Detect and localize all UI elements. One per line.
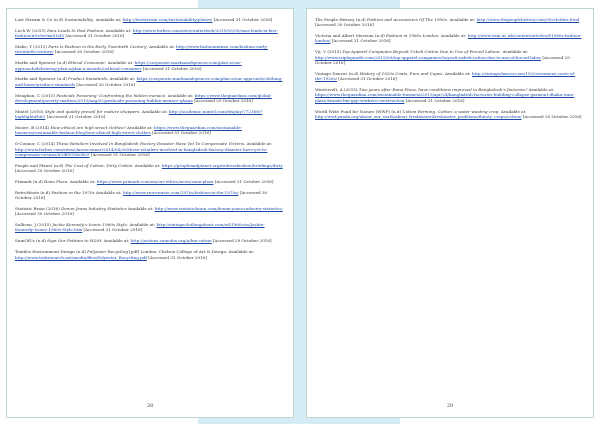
reference-title: Ethical Consumer bbox=[67, 60, 106, 66]
reference-author-year: SumOfUs (n.d) bbox=[15, 238, 48, 244]
reference-entry bbox=[15, 222, 283, 233]
reference-availability: . Available at: bbox=[146, 44, 177, 50]
reference-title: Fashion and Accessories Of The 1950s bbox=[366, 17, 447, 22]
reference-entry bbox=[15, 206, 283, 217]
reference-link[interactable]: http://vintageclothingabout.com/od/1960s/ss/Jackie-Kennedy-Iconic-1960s-Style.htm bbox=[15, 222, 265, 233]
reference-accessed-date: [Accessed 20 October 2016] bbox=[15, 167, 74, 173]
reference-link[interactable]: https://corporate.marksandspencer.com/plan-a/our-approach/delivering-plan-a/plan-a-awards2/ethical-consumer bbox=[15, 60, 242, 71]
reference-entry bbox=[315, 87, 583, 103]
reference-accessed-date: [Accessed 29 October 2016] bbox=[211, 238, 272, 244]
reference-accessed-date: [Accessed 31 October 2016] bbox=[330, 38, 391, 44]
reference-entry bbox=[15, 28, 283, 39]
reference-entry bbox=[15, 44, 283, 55]
reference-title: Product Standards bbox=[67, 76, 107, 82]
reference-availability: . Available at: bbox=[103, 27, 133, 33]
reference-entry bbox=[315, 71, 583, 82]
reference-link[interactable]: http://www.vam.ac.uk/content/articles/f/1960s-fashion-london/ bbox=[315, 33, 582, 44]
reference-accessed-date: [Accessed 29 October 2016] bbox=[315, 54, 570, 65]
reference-author-year: Primark (n.d) bbox=[15, 178, 45, 184]
left-page bbox=[6, 8, 294, 418]
reference-entry bbox=[15, 190, 283, 201]
reference-accessed-date: [Accessed 31 October 2016] bbox=[337, 76, 397, 82]
reference-availability: . Available at: bbox=[243, 141, 273, 147]
reference-entry bbox=[15, 249, 283, 260]
reference-availability: . Available at: bbox=[105, 60, 135, 66]
reference-title: Style and quality prevail for mature shoppers bbox=[44, 108, 140, 114]
reference-author-year: Westervelt, A (2015) bbox=[315, 87, 359, 93]
reference-accessed-date: [Accessed 20 October 2016] bbox=[192, 97, 253, 103]
reference-availability: . Available at: bbox=[132, 162, 162, 168]
reference-link[interactable]: https://peopleandplanet.org/redressfashion/briefings/dirty bbox=[161, 162, 283, 168]
reference-link[interactable]: http://www.tedresearch.net/media/files/Polyester_Recycling.pdf bbox=[15, 254, 147, 260]
reference-entry bbox=[315, 33, 583, 44]
reference-link[interactable]: http://www.fashionintime.com/fashion-early-twentieth-century/ bbox=[15, 44, 269, 55]
reference-author-year: People and Planet (n.d) bbox=[15, 162, 65, 168]
reference-accessed-date: [Accessed 31 October 2016] bbox=[404, 97, 465, 103]
reference-availability: [pdf] London: Chelsea College of Art & Design. Available at: bbox=[127, 249, 255, 255]
reference-title: Paris is Fashion in the Early Twentieth Century bbox=[48, 44, 147, 50]
reference-entry bbox=[315, 109, 583, 120]
reference-accessed-date: [Accessed 31 October 2016] bbox=[45, 114, 106, 120]
reference-accessed-date: [Accessed 30 October 2016] bbox=[53, 49, 114, 55]
reference-entry bbox=[15, 163, 283, 174]
reference-author-year: Sullivan, J (2015) bbox=[15, 222, 53, 228]
reference-title: Denim Jeans Industry Statistics bbox=[61, 205, 127, 211]
reference-accessed-date: [Accessed 30 October 2016] bbox=[315, 22, 374, 28]
reference-link[interactable]: http://www.retrowaste.com/1970s/fashion-in-the-1970s/ bbox=[122, 189, 239, 195]
reference-link[interactable]: https://www.theguardian.com/sustainable-business/2015/apr/24/bangladesh-factories-building-collapse-garment-dhaka-rana-plaza-brands-hm-gap-workers-construction bbox=[315, 92, 575, 103]
page-number: 29 bbox=[446, 403, 454, 409]
reference-accessed-date: [Accessed 30 October 2016] bbox=[15, 189, 268, 201]
reference-accessed-date: [Accessed 31 October 2016] bbox=[141, 65, 202, 71]
reference-title: Sustainability bbox=[64, 17, 94, 22]
reference-author-year: Vintage Dancer (n.d) bbox=[315, 70, 360, 76]
reference-link[interactable]: http://vintagedancer.com/1920s/womens-coats-of-the-1920s/ bbox=[315, 70, 576, 82]
reference-author-year: Vij, V (2015) bbox=[315, 49, 343, 55]
reference-title: The Cost of Cotton: Dirty Cotton bbox=[64, 162, 133, 168]
reference-title: Sign Our Petition to H&M bbox=[47, 238, 102, 244]
reference-availability: Available at: bbox=[126, 205, 155, 211]
reference-title: Two years after Rana Plaza, have conditions improved in Bangladesh's factories? bbox=[358, 87, 528, 93]
reference-list bbox=[15, 17, 283, 265]
reference-accessed-date: [Accessed 30 October 2016] bbox=[75, 81, 136, 87]
reference-title: How ethical are high street clothes? bbox=[50, 125, 126, 131]
reference-availability: . Available at: bbox=[446, 17, 477, 22]
reference-availability: . Available at: bbox=[438, 33, 468, 39]
reference-list bbox=[315, 17, 583, 125]
reference-author-year: RetroWaste (n.d) bbox=[15, 189, 52, 195]
reference-link[interactable]: http://actions.sumofus.org/a/hm-cotton bbox=[130, 238, 212, 244]
reference-entry bbox=[15, 109, 283, 120]
reference-title: Polyester Recycling bbox=[87, 249, 128, 255]
reference-author-year: Marks and Spencer (n.d) bbox=[15, 76, 68, 82]
reference-availability: . Available at: bbox=[106, 76, 137, 82]
reference-title: Cotton Farming. Cotton: a water wasting crop bbox=[402, 108, 499, 114]
reference-link[interactable]: http://wwf.panda.org/about_our_earth/about_freshwater/freshwater_problems/thirsty_crops/cotton/ bbox=[315, 113, 522, 119]
reference-entry bbox=[15, 76, 283, 87]
reference-title: Pesticide Poisoning: Confronting the hidden menace bbox=[56, 92, 166, 98]
reference-entry bbox=[15, 141, 283, 157]
reference-title: Zara Leads In Fast Fashion bbox=[46, 27, 104, 33]
reference-title: Fashion in 1960s London bbox=[386, 33, 439, 39]
reference-availability: . Available at: bbox=[126, 222, 157, 228]
reference-author-year: Mabe, Y (2012) bbox=[15, 44, 49, 50]
reference-availability: . Available at: bbox=[139, 108, 169, 114]
reference-entry bbox=[315, 49, 583, 65]
reference-title: Jackie Kennedy's Iconic 1960s Style bbox=[52, 222, 127, 228]
reference-availability: Available at: bbox=[527, 87, 555, 93]
reference-accessed-date: [Accessed 31 October 2016] bbox=[82, 227, 143, 233]
reference-title: Rana Plaza bbox=[44, 178, 68, 184]
right-page bbox=[306, 8, 594, 418]
reference-entry bbox=[15, 17, 283, 22]
reference-author-year: Moore, B (2014) bbox=[15, 125, 51, 131]
reference-author-year: Victoria and Albert Museum (n.d) bbox=[315, 33, 387, 39]
reference-author-year: Loch W (2015) bbox=[15, 27, 47, 33]
reference-link[interactable]: https://www.theguardian.com/sustainable-business/sustainable-fashion-blog/how-ethical-high-street-clothes bbox=[15, 125, 242, 136]
reference-author-year: Mintel (2016) bbox=[15, 108, 45, 114]
reference-availability: Available at: bbox=[94, 189, 123, 195]
reference-accessed-date: [Accessed 30 October 2016] bbox=[15, 211, 74, 217]
reference-title: Top Apparel Companies Boycott Uzbek Cotton Due to Use of Forced Labour bbox=[342, 49, 500, 55]
reference-entry bbox=[15, 60, 283, 71]
reference-entry bbox=[15, 125, 283, 136]
reference-availability: . Available at: bbox=[101, 238, 131, 244]
reference-accessed-date: [Accessed 31 October 2016] bbox=[213, 178, 274, 184]
reference-link[interactable]: http://www.forbes.com/sites/walterloeb/2015/03/30/zara-leads-in-fast-fashion/#5e9e9aa81ef2 bbox=[15, 27, 278, 39]
reference-accessed-date: [Accessed 31 October 2016] bbox=[89, 151, 150, 157]
reference-accessed-date: [Accessed 20 October 2016] bbox=[521, 113, 582, 119]
reference-title: These Retailers Involved In Bangladesh Factory Disaster Have Yet To Compensate Victims bbox=[56, 141, 244, 147]
reference-author-year: World Wide Fund for Nature (WWF) (n.d) bbox=[315, 108, 403, 114]
reference-link[interactable]: https://www.theguardian.com/global-development/poverty-matters/2013/aug/02/pesticide-poisoning-hidden-menace-ghana bbox=[15, 92, 272, 103]
reference-entry bbox=[15, 179, 283, 184]
reference-author-year: Meaghan, C (2015) bbox=[15, 92, 57, 98]
reference-link[interactable]: http://www.thepeoplehistory.com/50sclothes.html bbox=[476, 17, 580, 22]
reference-link[interactable]: http://academic.mintel.com/display/772168/?highlight#hit1 bbox=[15, 108, 263, 120]
reference-availability: . Available at: bbox=[67, 178, 97, 184]
reference-title: History of 1920s Coats, Furs and Capes bbox=[359, 70, 443, 76]
reference-availability: . Available at: bbox=[93, 17, 123, 22]
reference-title: Fashion in the 1970s bbox=[51, 189, 95, 195]
reference-accessed-date: [Accessed 31 October 2016] bbox=[146, 254, 207, 260]
reference-link[interactable]: http://www.triplepundit.com/2015/09/top-apparel-companies-boycott-uzbek-cotton-due-to-use-of-forced-labor bbox=[315, 54, 542, 60]
reference-entry bbox=[315, 17, 583, 28]
reference-link[interactable]: https://corporate.marksandspencer.com/plan-a/our-approach/clothing-and-home/product-standards bbox=[15, 76, 283, 87]
reference-availability: Available at: bbox=[125, 125, 155, 131]
reference-author-year: O'Connor, C (2014) bbox=[15, 141, 57, 147]
reference-availability: . Available at: bbox=[499, 49, 529, 55]
reference-accessed-date: [Accessed 31 October 2016] bbox=[64, 33, 125, 39]
reference-link[interactable]: http://www.statisticbrain.com/denim-jeans-industry-statistics/ bbox=[154, 205, 283, 211]
reference-author-year: The People History (n.d) bbox=[315, 17, 367, 22]
reference-entry bbox=[15, 93, 283, 104]
reference-availability: . Available at: bbox=[498, 108, 527, 114]
reference-accessed-date: [Accessed 31 October 2016] bbox=[150, 130, 211, 136]
reference-availability: . Available at: bbox=[442, 70, 472, 76]
reference-author-year: Statistic Brain (2016) bbox=[15, 205, 62, 211]
reference-link[interactable]: https://www.primark.com/en/our-ethics/news/rana-plaza bbox=[96, 178, 214, 184]
reference-author-year: Textiles Environment Design (n.d) bbox=[15, 249, 88, 255]
reference-author-year: Lost Stream & Co (n.d) bbox=[15, 17, 65, 22]
reference-accessed-date: [Accessed 31 October 2016] bbox=[212, 17, 273, 22]
page-number: 28 bbox=[146, 403, 154, 409]
reference-author-year: Marks and Spencer (n.d) bbox=[15, 60, 68, 66]
reference-link[interactable]: http://loststream.com/sustainability/planet/ bbox=[122, 17, 213, 22]
reference-availability: . Available at: bbox=[165, 92, 195, 98]
reference-link[interactable]: http://www.forbes.com/sites/clareoconnor/2014/04/26/these-retailers-involved-in-bangladesh-factory-disaster-have-yet-to-compensate-victims/#54f0936e5fc5 bbox=[15, 146, 268, 157]
reference-entry bbox=[15, 238, 283, 243]
